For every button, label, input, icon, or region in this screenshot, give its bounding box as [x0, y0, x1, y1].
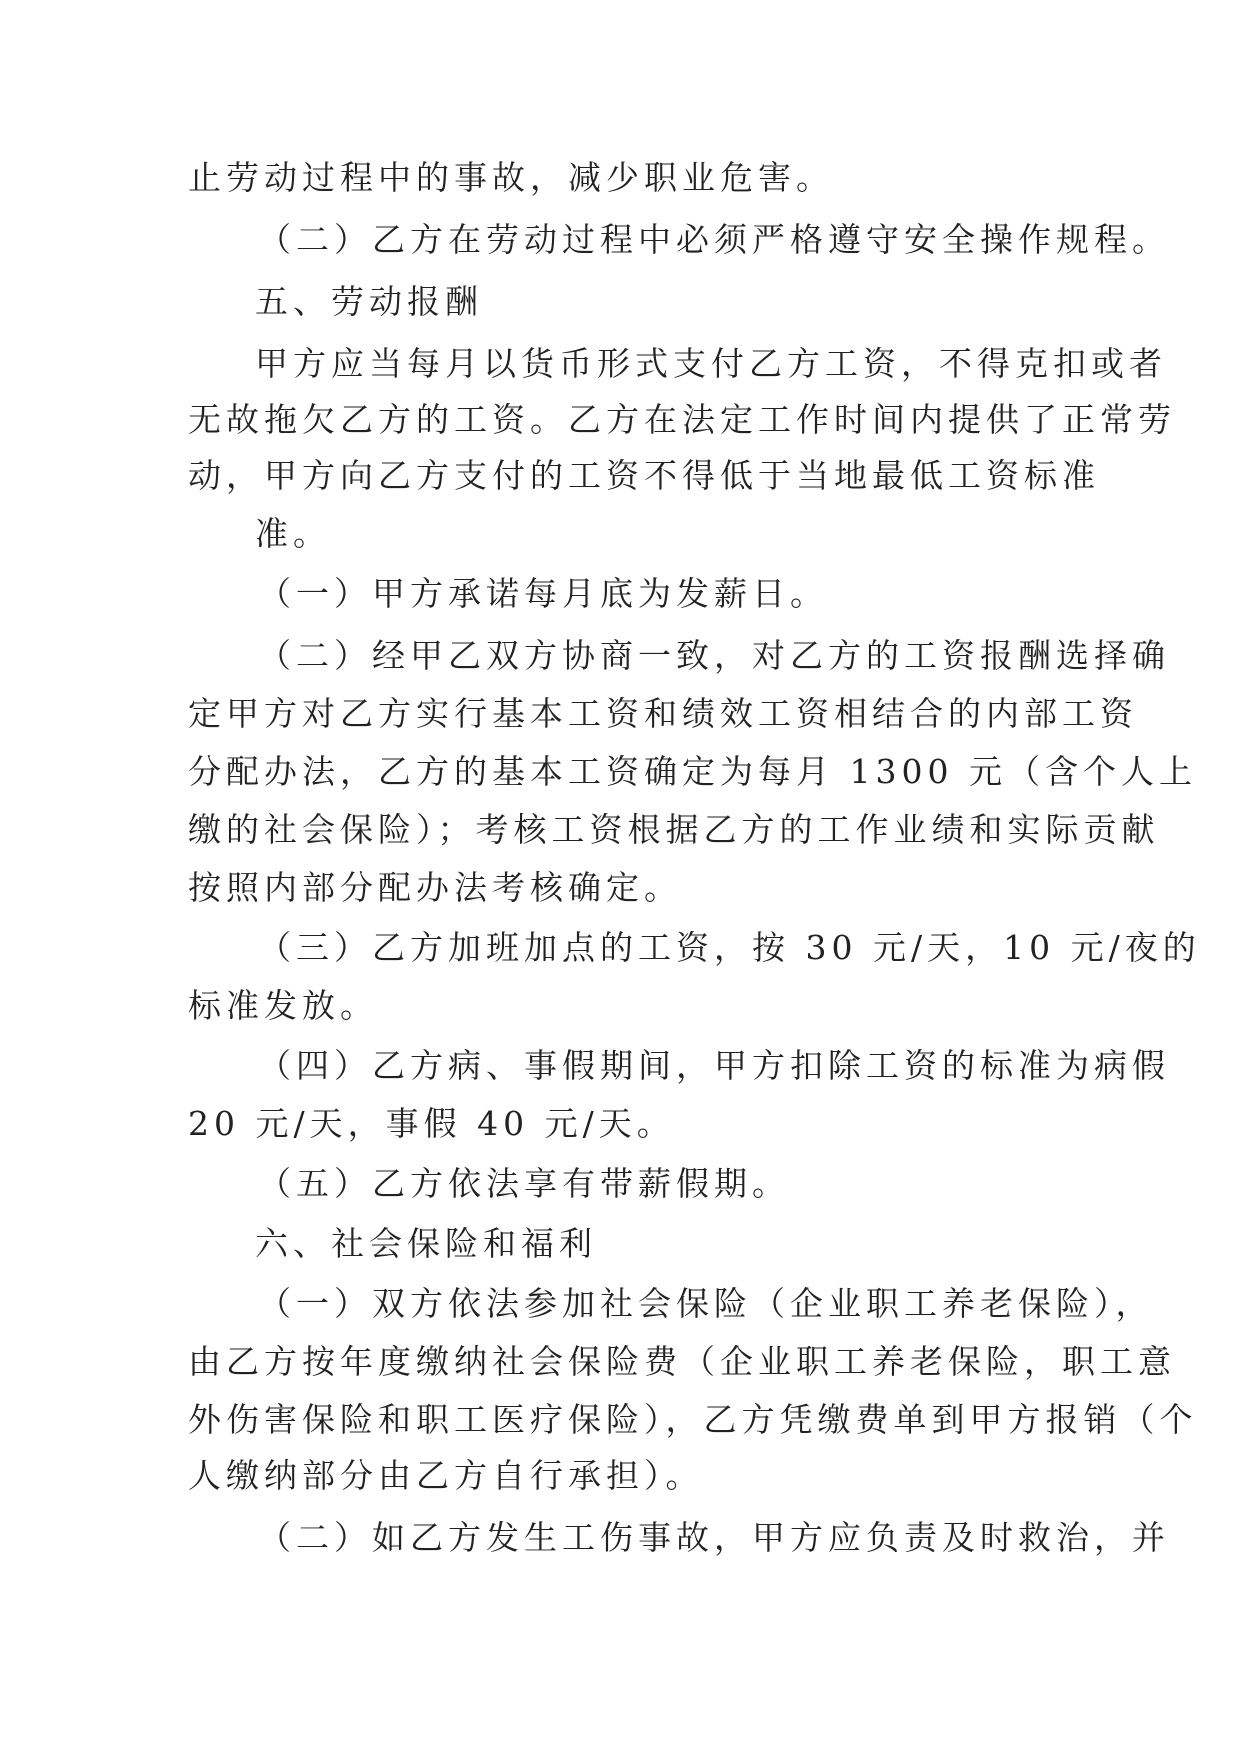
text-line: 准。 [255, 514, 331, 553]
text-line: 动，甲方向乙方支付的工资不得低于当地最低工资标准 [188, 456, 1100, 495]
section-heading: 五、劳动报酬 [255, 282, 483, 321]
text-line: 外伤害保险和职工医疗保险），乙方凭缴费单到甲方报销（个 [188, 1400, 1198, 1439]
text-line: 20 元/天，事假 40 元/天。 [188, 1104, 675, 1143]
text-line: 定甲方对乙方实行基本工资和绩效工资相结合的内部工资 [188, 694, 1138, 733]
text-line: （二）经甲乙双方协商一致，对乙方的工资报酬选择确 [258, 636, 1170, 675]
text-line: 分配办法，乙方的基本工资确定为每月 1300 元（含个人上 [188, 752, 1197, 791]
text-line: （一）甲方承诺每月底为发薪日。 [258, 574, 828, 613]
text-line: （二）乙方在劳动过程中必须严格遵守安全操作规程。 [258, 220, 1170, 259]
text-line: （三）乙方加班加点的工资，按 30 元/天，10 元/夜的 [258, 928, 1201, 967]
text-line: （五）乙方依法享有带薪假期。 [258, 1164, 790, 1203]
text-line: 按照内部分配办法考核确定。 [188, 868, 682, 907]
text-line: （一）双方依法参加社会保险（企业职工养老保险）， [258, 1284, 1154, 1323]
text-line: 甲方应当每月以货币形式支付乙方工资，不得克扣或者 [255, 344, 1167, 383]
text-line: 缴的社会保险）；考核工资根据乙方的工作业绩和实际贡献 [188, 810, 1160, 849]
text-line: 无故拖欠乙方的工资。乙方在法定工作时间内提供了正常劳 [188, 400, 1176, 439]
text-line: （二）如乙方发生工伤事故，甲方应负责及时救治，并 [258, 1518, 1170, 1557]
text-line: 标准发放。 [188, 986, 378, 1025]
text-line: 止劳动过程中的事故，减少职业危害。 [188, 158, 834, 197]
text-line: （四）乙方病、事假期间，甲方扣除工资的标准为病假 [258, 1046, 1170, 1085]
text-line: 人缴纳部分由乙方自行承担）。 [188, 1456, 704, 1495]
section-heading: 六、社会保险和福利 [255, 1224, 597, 1263]
text-line: 由乙方按年度缴纳社会保险费（企业职工养老保险，职工意 [188, 1342, 1176, 1381]
